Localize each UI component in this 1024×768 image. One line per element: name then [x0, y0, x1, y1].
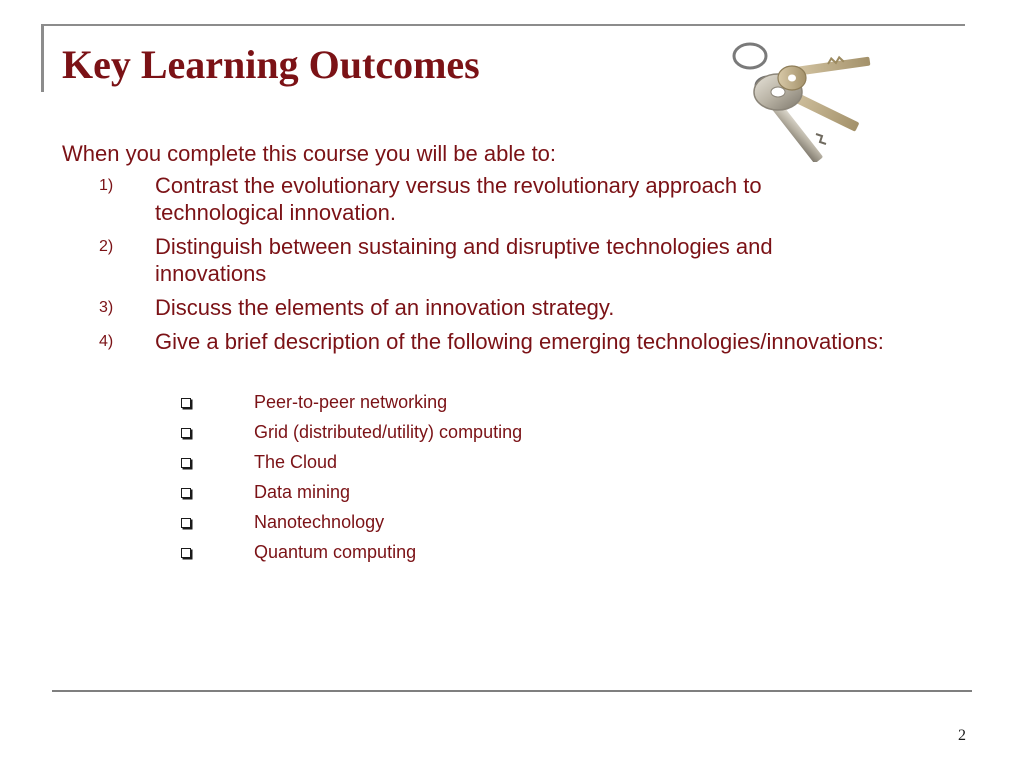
keys-icon [728, 34, 878, 162]
list-item [0, 391, 700, 415]
top-horizontal-rule [41, 24, 965, 26]
footer-rule [52, 690, 972, 692]
square-bullet-icon [181, 518, 191, 528]
list-item [0, 541, 700, 565]
outcome-text: Discuss the elements of an innovation strategy. [155, 295, 615, 320]
square-bullet-icon [181, 488, 191, 498]
emerging-technology-label: Nanotechnology [254, 512, 385, 532]
outcome-text: Contrast the evolutionary versus the revolutionary approach to technological innovation. [155, 173, 762, 225]
list-item [0, 451, 700, 475]
outcome-number: 4) [99, 333, 114, 350]
outcome-text: Give a brief description of the following emerging technologies/innovations: [155, 329, 884, 354]
outcome-text: Distinguish between sustaining and disruptive technologies and innovations [155, 234, 773, 286]
list-item [0, 481, 700, 505]
square-bullet-icon [181, 398, 191, 408]
outcome-number: 1) [99, 177, 114, 194]
page-number: 2 [958, 727, 966, 744]
list-item [0, 511, 700, 535]
emerging-technology-label: Grid (distributed/utility) computing [254, 422, 523, 442]
emerging-technology-label: Peer-to-peer networking [254, 392, 448, 412]
square-bullet-icon [181, 548, 191, 558]
outcome-number: 3) [99, 299, 114, 316]
square-bullet-icon [181, 458, 191, 468]
emerging-technology-label: Quantum computing [254, 542, 417, 562]
list-item [0, 421, 700, 445]
emerging-technology-label: Data mining [254, 482, 351, 502]
slide-title: Key Learning Outcomes [62, 42, 480, 87]
outcome-number: 2) [99, 238, 114, 255]
top-left-vertical-rule [41, 24, 44, 92]
emerging-technology-label: The Cloud [254, 452, 338, 472]
intro-text: When you complete this course you will be able to: [62, 141, 557, 166]
square-bullet-icon [181, 428, 191, 438]
